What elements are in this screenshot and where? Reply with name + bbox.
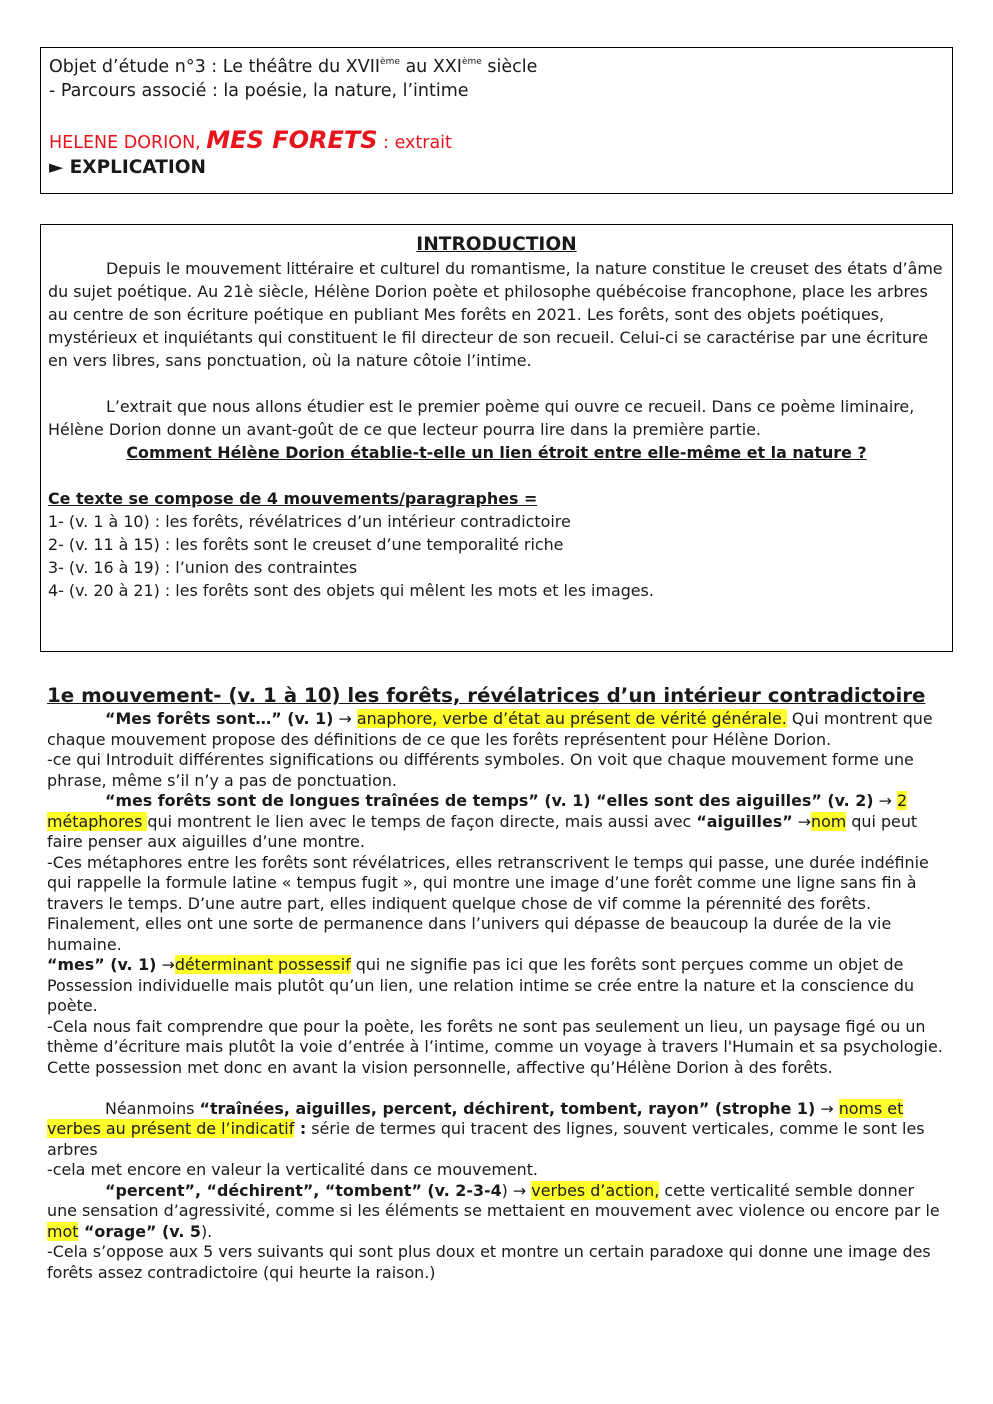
plan-title: Ce texte se compose de 4 mouvements/paragraphes = (48, 489, 538, 508)
author-name: HELENE DORION, (49, 133, 207, 153)
section-heading: 1e mouvement- (v. 1 à 10) les forêts, révélatrices d’un intérieur contradictoire (47, 684, 926, 707)
arrow: → (792, 811, 812, 831)
highlight: verbes d’action, (531, 1180, 660, 1200)
quote: “mes forêts sont de longues traînées de temps” (v. 1) “elles sont des aiguilles” (v. 2) (105, 791, 874, 810)
analysis-paragraph (47, 955, 947, 1017)
analysis-text: qui peut faire penser aux aiguilles d’une montre. (47, 811, 918, 851)
study-object-line (49, 55, 944, 79)
intro-paragraph-1: Depuis le mouvement littéraire et culturel du romantisme, la nature constitue le creuset des états d’âme du sujet poétique. Au 21è siècle, Hélène Dorion poète et philosophe québécoise francophone, place les arbres au centre de son écriture poétique en publiant Mes forêts en 2021. Les forêts, sont des objets poétiques, mystérieux et inquiétants qui constituent le fil directeur de son recueil. Celui-ci se caractérise par une écriture en vers libres, sans ponctuation, où la nature côtoie l’intime. (48, 259, 943, 370)
highlight: déterminant possessif (174, 955, 351, 974)
plan-item: 4- (v. 20 à 21) : les forêts sont des objets qui mêlent les mots et les images. (48, 581, 654, 600)
plan-item: 3- (v. 16 à 19) : l’union des contraintes (48, 558, 358, 577)
highlight: anaphore, verbe d’état au présent de vérité générale. (356, 709, 787, 728)
analysis-paragraph (47, 709, 947, 750)
quote: “traînées, aiguilles, percent, déchirent, tombent, rayon” (strophe 1) (199, 1098, 816, 1118)
explication-label: ► EXPLICATION (49, 157, 206, 178)
arrow: → (333, 709, 357, 728)
analysis-paragraph (47, 1181, 947, 1243)
header-box (40, 47, 953, 194)
analysis-text: ). (200, 1221, 213, 1241)
problematic-question: Comment Hélène Dorion établie-t-elle un lien étroit entre elle-même et la nature ? (126, 443, 867, 462)
quote: “mes” (v. 1) (47, 955, 157, 974)
study-object-text: au XXI (399, 57, 462, 77)
analysis-paragraph (47, 1099, 947, 1161)
section-1 (47, 683, 947, 1283)
plan-item: 1- (v. 1 à 10) : les forêts, révélatrices d’un intérieur contradictoire (48, 512, 571, 531)
introduction-box (40, 224, 953, 652)
parcours-line: - Parcours associé : la poésie, la nature, l’intime (49, 81, 469, 101)
highlight: mot (47, 1221, 79, 1241)
quote: “Mes forêts sont…” (v. 1) (105, 709, 334, 728)
analysis-paragraph: -Cela s’oppose aux 5 vers suivants qui sont plus doux et montre un certain paradoxe qui donne une image des forêts assez contradictoire (qui heurte la raison.) (47, 1242, 931, 1282)
analysis-text: Qui montrent que chaque mouvement propose des définitions de ce que les forêts représentent pour Hélène Dorion. (47, 709, 933, 749)
intro-title: INTRODUCTION (416, 234, 577, 255)
study-object-text: Objet d’étude n°3 : Le théâtre du XVII (49, 57, 381, 77)
plan-item: 2- (v. 11 à 15) : les forêts sont le creuset d’une temporalité riche (48, 535, 564, 554)
highlight: noms et verbes au présent de l’indicatif (47, 1098, 904, 1138)
intro-paragraph-2: L’extrait que nous allons étudier est le premier poème qui ouvre ce recueil. Dans ce poème liminaire, Hélène Dorion donne un avant-goût de ce que lecteur pourra lire dans la première partie. (48, 397, 915, 439)
superscript: ème (380, 57, 400, 67)
analysis-text: série de termes qui tracent des lignes, souvent verticales, comme le sont les arbres (47, 1119, 925, 1159)
spacer (48, 464, 945, 487)
analysis-text: qui ne signifie pas ici que les forêts sont perçues comme un objet de Possession individuelle mais plutôt qu’un lien, une relation intime se crée entre la nature et la conscience du poète. (47, 955, 915, 1015)
analysis-text: qui montrent le lien avec le temps de façon directe, mais aussi avec (147, 811, 697, 831)
title-line (49, 127, 944, 156)
study-object-text: siècle (481, 57, 538, 77)
analysis-paragraph: -Cela nous fait comprendre que pour la poète, les forêts ne sont pas seulement un lieu, un paysage figé ou un thème d’écriture mais plutôt la voie d’entrée à l’intime, comme un voyage à travers l'Humain et sa psychologie. Cette possession met donc en avant la vision personnelle, affective qu’Hélène Dorion à des forêts. (47, 1016, 943, 1077)
analysis-paragraph: -ce qui Introduit différentes significations ou différents symboles. On voit que chaque mouvement forme une phrase, même s’il n’y a pas de ponctuation. (47, 750, 914, 790)
book-title: MES FORETS (206, 126, 378, 154)
analysis-text: cette verticalité semble donner une sensation d’agressivité, comme si les éléments se mettaient en mouvement avec violence ou encore par le (47, 1180, 940, 1220)
analysis-paragraph (47, 791, 947, 853)
arrow: → (873, 791, 897, 810)
analysis-text: Néanmoins (105, 1098, 200, 1118)
quote: “orage” (v. 5 (78, 1221, 201, 1241)
analysis-text: ) (501, 1180, 508, 1200)
extract-label: : extrait (377, 133, 452, 153)
analysis-paragraph: -cela met encore en valeur la verticalité dans ce mouvement. (47, 1160, 538, 1179)
arrow: → (156, 955, 175, 974)
superscript: ème (461, 57, 482, 67)
arrow: → (815, 1098, 839, 1118)
spacer (47, 1078, 947, 1099)
quote: “percent”, “déchirent”, “tombent” (v. 2-3-4 (105, 1180, 502, 1200)
quote: “aiguilles” (696, 811, 793, 831)
analysis-paragraph: -Ces métaphores entre les forêts sont révélatrices, elles retranscrivent le temps qui passe, une durée indéfinie qui rappelle la formule latine « tempus fugit », qui montre une image d’une forêt comme une ligne sans fin à travers le temps. D’une autre part, elles indiquent quelque chose de vif comme la pérennité des forêts. Finalement, elles ont une sorte de permanence dans l’univers qui dépasse de beaucoup la durée de la vie humaine. (47, 852, 929, 954)
highlight: nom (811, 811, 847, 831)
arrow: → (507, 1180, 532, 1200)
spacer (48, 372, 945, 395)
spacer (49, 103, 944, 127)
colon: : (294, 1119, 307, 1138)
highlight: 2 métaphores (47, 791, 908, 831)
